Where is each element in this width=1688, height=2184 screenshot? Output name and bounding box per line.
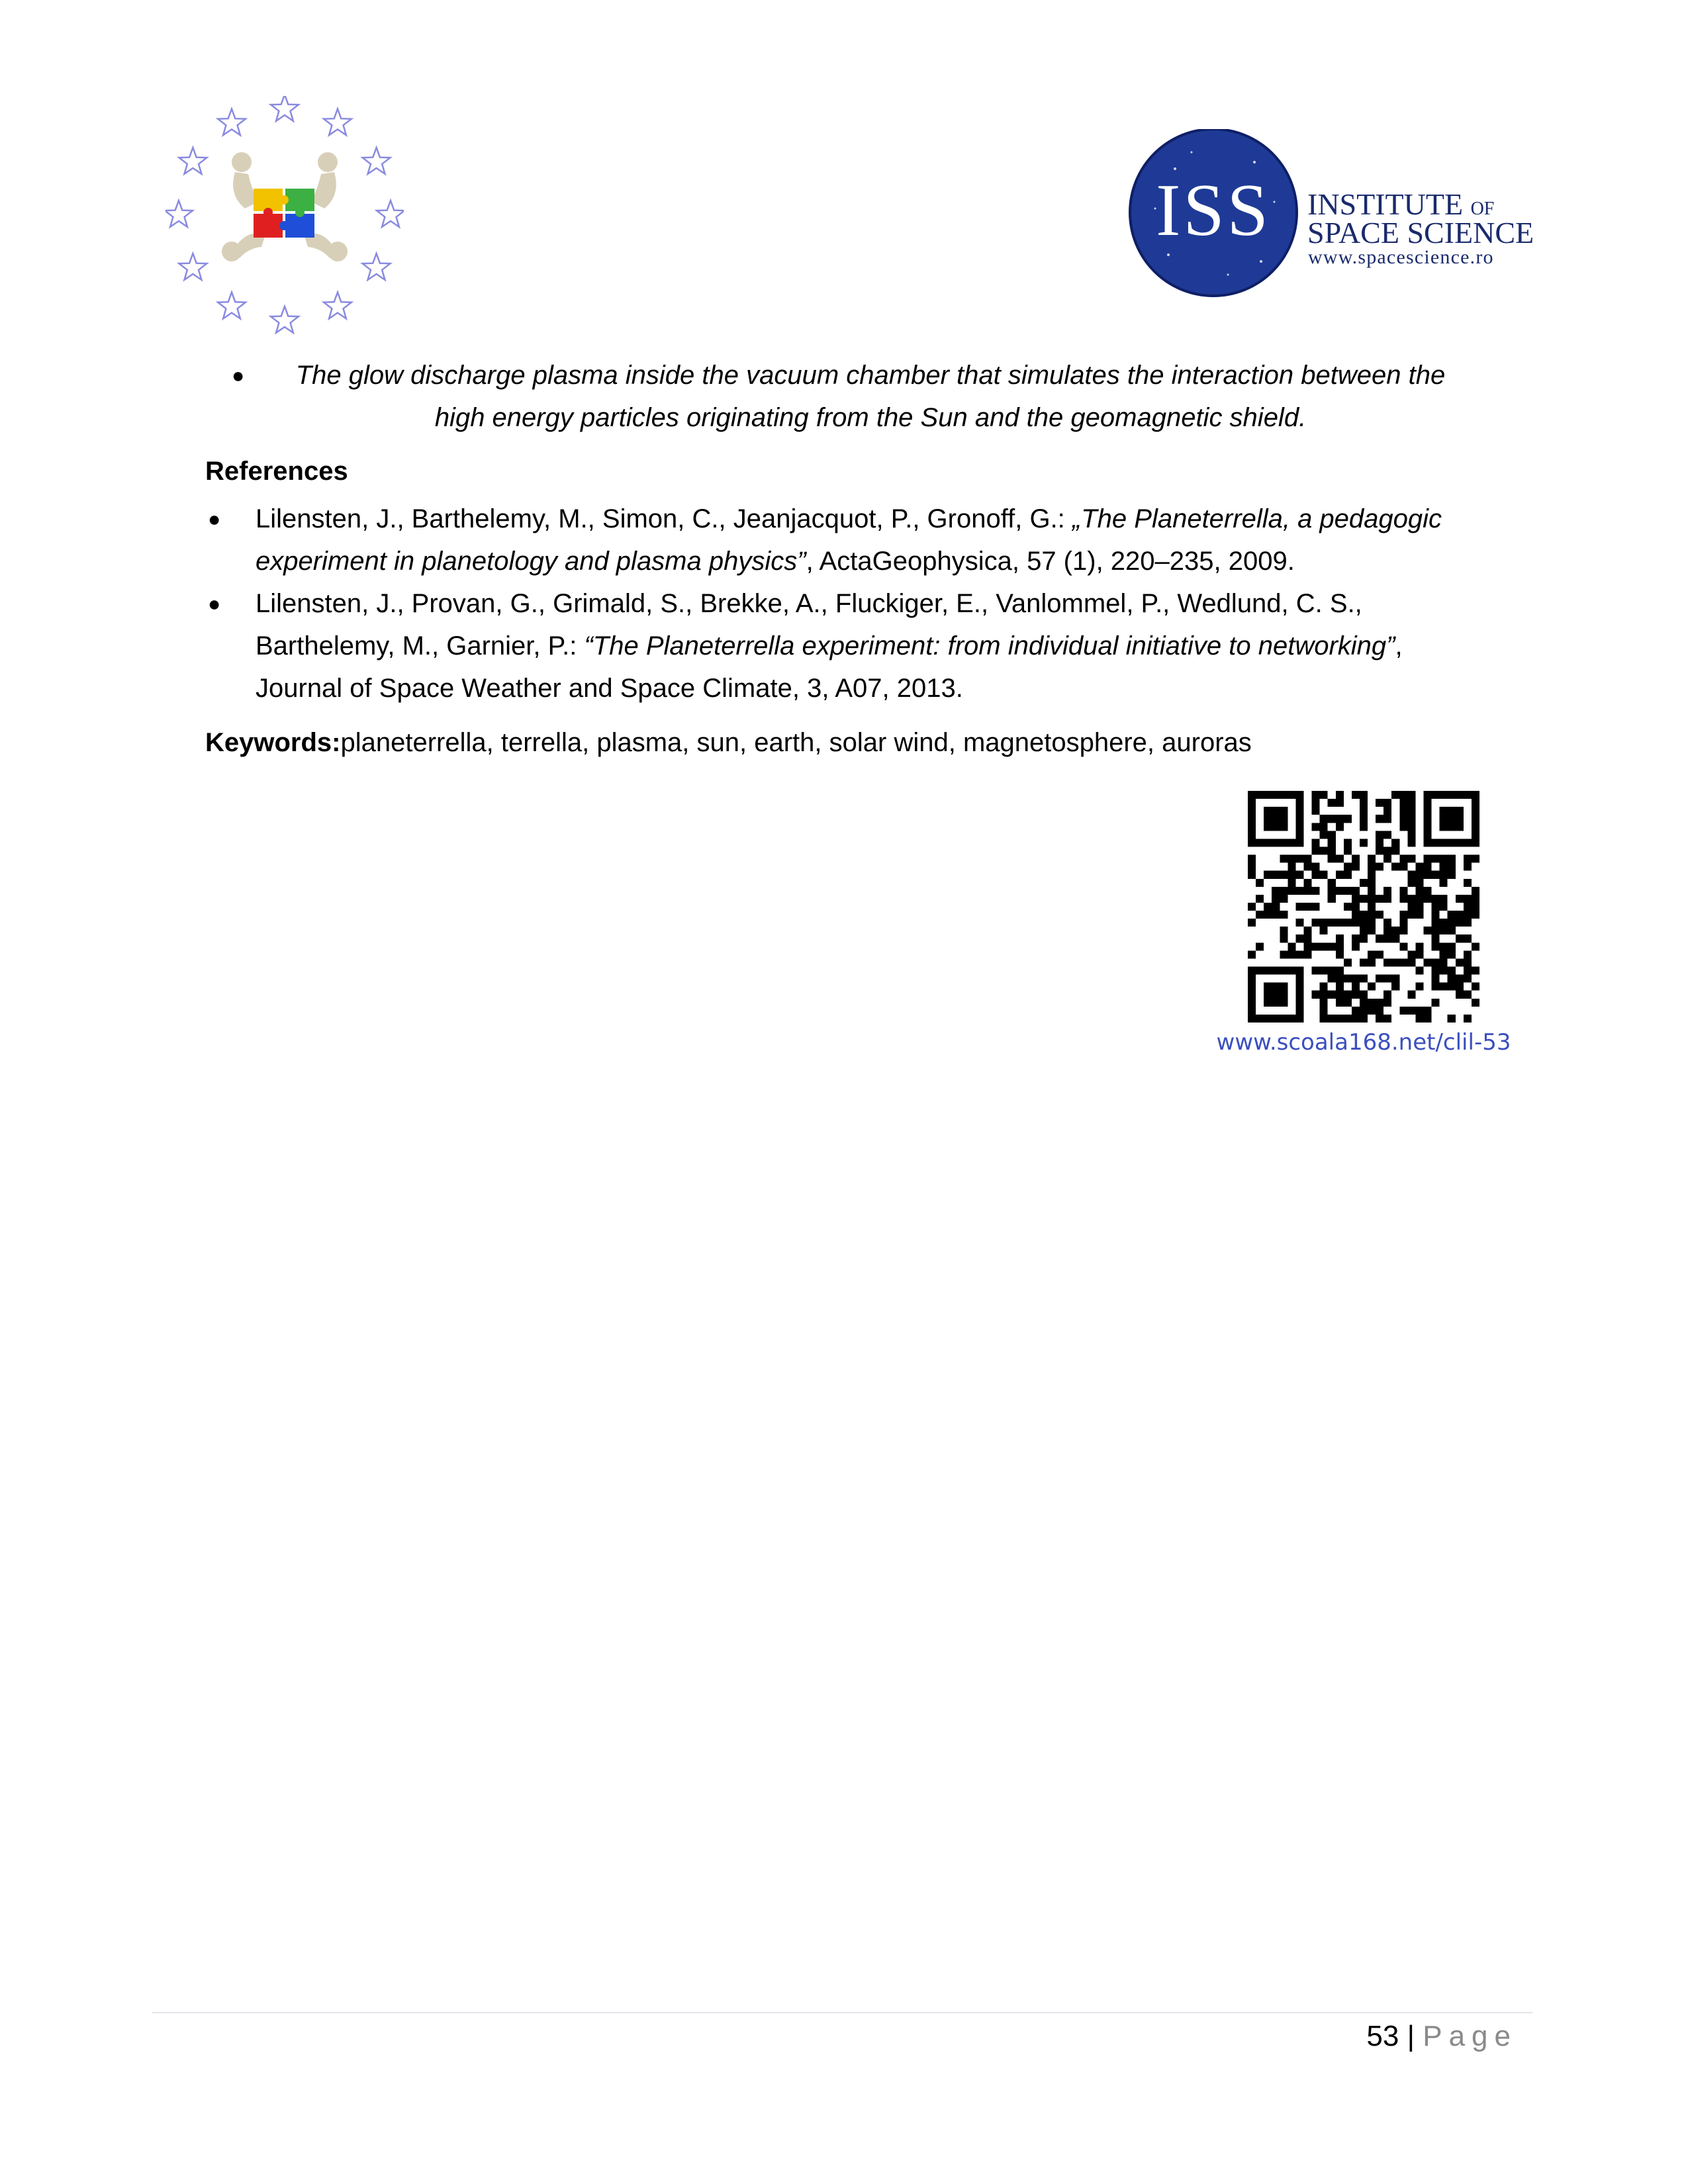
figures-icon [222,152,348,261]
star-icon [324,109,352,135]
bullet-icon: ● [208,507,221,531]
reference-line: experiment in planetology and plasma physics”, ActaGeophysica, 57 (1), 220–235, 2009. [256,547,1295,576]
reference-line: Lilensten, J., Barthelemy, M., Simon, C., Jeanjacquot, P., Gronoff, G.: „The Planeterrella, a pedagogic [256,504,1442,533]
keywords-label: Keywords: [205,728,341,757]
star-icon [179,253,207,280]
star-icon [165,201,193,227]
keywords [205,721,1252,764]
reference-item [205,582,1523,709]
reference-item [205,498,1523,582]
iss-title-line1: INSTITUTE OF [1307,187,1495,221]
europe-puzzle-logo-icon [165,96,404,334]
figure-caption [232,354,1509,439]
footer-divider [152,2012,1532,2013]
star-icon [218,293,246,319]
star-icon [179,148,207,174]
star-icon [324,293,352,319]
bullet-icon: ● [232,363,245,387]
page-number: 53 | Page [1366,2020,1517,2052]
keywords-text: planeterrella, terrella, plasma, sun, earth, solar wind, magnetosphere, auroras [340,728,1252,757]
qr-link[interactable]: www.scoala168.net/clil-53 [1216,1029,1511,1056]
reference-line: Barthelemy, M., Garnier, P.: “The Planeterrella experiment: from individual initiative to networking”, [256,631,1403,660]
star-icon [271,306,299,333]
references-list [205,498,1523,709]
star-icon [377,201,404,227]
reference-line: Journal of Space Weather and Space Climate, 3, A07, 2013. [256,674,963,703]
star-icon [363,148,391,174]
qr-code-icon[interactable] [1248,791,1479,1023]
iss-title-line2: SPACE SCIENCE [1307,216,1534,250]
iss-logo-letters: ISS [1156,169,1271,251]
bullet-icon: ● [208,592,221,615]
star-icon [363,253,391,280]
puzzle-pieces-icon [254,189,314,238]
caption-line-1: The glow discharge plasma inside the vacuum chamber that simulates the interaction between the [295,361,1446,390]
iss-website: www.spacescience.ro [1308,246,1494,268]
star-icon [218,109,246,135]
caption-line-2: high energy particles originating from the Sun and the geomagnetic shield. [434,403,1307,432]
references-heading: References [205,457,348,486]
reference-line: Lilensten, J., Provan, G., Grimald, S., Brekke, A., Fluckiger, E., Vanlommel, P., Wedlund, C. S., [256,589,1362,618]
star-icon [271,96,299,121]
